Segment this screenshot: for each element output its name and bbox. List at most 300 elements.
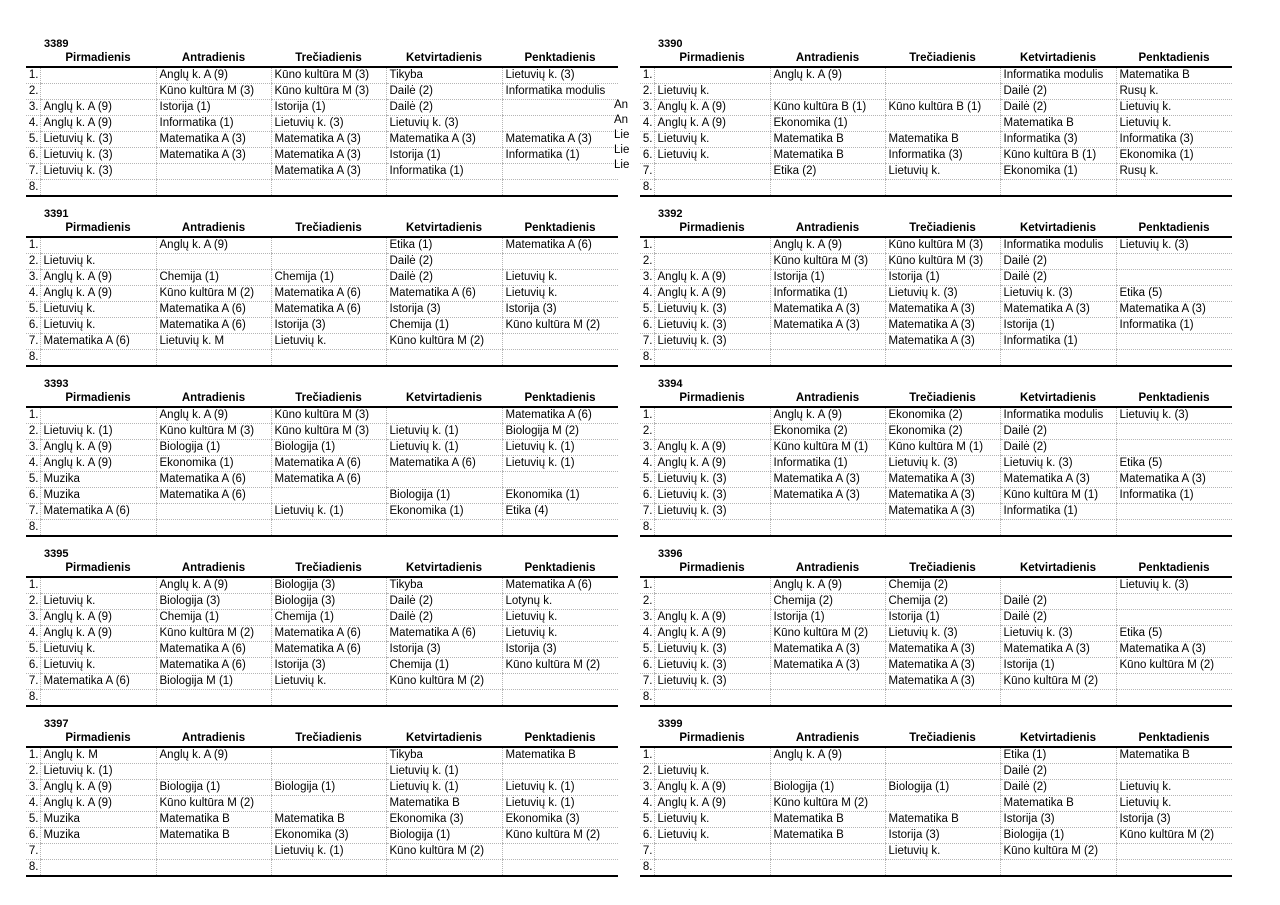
- lesson-row: [26, 456, 618, 472]
- lesson-cell: Matematika A (6): [156, 318, 271, 334]
- lesson-row: [640, 674, 1232, 690]
- lesson-row: [640, 424, 1232, 440]
- lesson-cell: Biologija M (1): [156, 674, 271, 690]
- lesson-cell: Anglų k. A (9): [40, 456, 156, 472]
- lesson-cell: Lietuvių k.: [654, 812, 770, 828]
- class-code: 3397: [44, 718, 69, 730]
- lesson-cell: Kūno kultūra M (2): [502, 828, 618, 844]
- lesson-cell: Ekonomika (2): [885, 407, 1000, 424]
- overflow-fragment: An: [614, 114, 629, 126]
- lesson-cell: [502, 100, 618, 116]
- lesson-cell: Informatika modulis: [1000, 237, 1116, 254]
- lesson-cell: Kūno kultūra M (1): [1000, 488, 1116, 504]
- lesson-cell: Istorija (1): [271, 100, 386, 116]
- lesson-row: [26, 407, 618, 424]
- day-header: Ketvirtadienis: [1000, 221, 1116, 237]
- lesson-number: 8.: [640, 180, 654, 197]
- lesson-cell: Dailė (2): [386, 254, 502, 270]
- timetable-grid: [640, 391, 1232, 537]
- lesson-cell: Matematika A (3): [1000, 472, 1116, 488]
- lesson-row: [26, 828, 618, 844]
- lesson-cell: Matematika A (3): [1116, 302, 1232, 318]
- lesson-row: [640, 690, 1232, 707]
- lesson-cell: Matematika B: [271, 812, 386, 828]
- lesson-cell: [770, 504, 885, 520]
- day-header: Penktadienis: [1116, 561, 1232, 577]
- lesson-cell: Lietuvių k.: [40, 302, 156, 318]
- lesson-cell: [386, 180, 502, 197]
- lesson-row: [640, 350, 1232, 367]
- lesson-cell: Kūno kultūra M (1): [770, 440, 885, 456]
- lesson-cell: [1000, 860, 1116, 877]
- lesson-row: [640, 658, 1232, 674]
- lesson-cell: Matematika A (3): [1000, 642, 1116, 658]
- day-header: Penktadienis: [1116, 731, 1232, 747]
- lesson-row: [640, 254, 1232, 270]
- lesson-cell: Dailė (2): [1000, 84, 1116, 100]
- lesson-row: [640, 796, 1232, 812]
- lesson-cell: Lietuvių k. (3): [654, 302, 770, 318]
- day-header: Ketvirtadienis: [386, 51, 502, 67]
- lesson-cell: [1116, 350, 1232, 367]
- day-header: Ketvirtadienis: [1000, 391, 1116, 407]
- lesson-row: [26, 626, 618, 642]
- lesson-cell: Matematika A (6): [271, 626, 386, 642]
- day-header: Trečiadienis: [885, 391, 1000, 407]
- lesson-cell: [885, 747, 1000, 764]
- lesson-cell: Matematika A (3): [885, 488, 1000, 504]
- lesson-cell: Informatika (1): [1000, 334, 1116, 350]
- lesson-cell: Dailė (2): [1000, 100, 1116, 116]
- lesson-number: 3.: [640, 270, 654, 286]
- lesson-cell: Anglų k. A (9): [654, 116, 770, 132]
- lesson-cell: Kūno kultūra M (2): [386, 334, 502, 350]
- lesson-row: [640, 747, 1232, 764]
- lesson-number: 7.: [26, 674, 40, 690]
- lesson-cell: Lietuvių k. (3): [885, 456, 1000, 472]
- lesson-cell: Matematika A (6): [40, 504, 156, 520]
- lesson-row: [640, 100, 1232, 116]
- lesson-cell: Informatika (1): [1116, 318, 1232, 334]
- lesson-cell: Kūno kultūra B (1): [885, 100, 1000, 116]
- lesson-cell: Dailė (2): [1000, 270, 1116, 286]
- lesson-cell: [1116, 844, 1232, 860]
- lesson-cell: Lietuvių k. (3): [386, 116, 502, 132]
- lesson-cell: Lietuvių k.: [40, 594, 156, 610]
- lesson-number: 1.: [640, 577, 654, 594]
- lesson-row: [640, 456, 1232, 472]
- lesson-cell: Matematika A (3): [885, 674, 1000, 690]
- lesson-cell: Istorija (1): [1000, 318, 1116, 334]
- lesson-cell: Dailė (2): [1000, 424, 1116, 440]
- lesson-cell: Lietuvių k. (3): [654, 658, 770, 674]
- lesson-row: [26, 302, 618, 318]
- lesson-cell: Lietuvių k. (1): [386, 780, 502, 796]
- lesson-cell: Lietuvių k. (3): [271, 116, 386, 132]
- day-header: Ketvirtadienis: [386, 561, 502, 577]
- lesson-cell: Kūno kultūra M (2): [502, 318, 618, 334]
- lesson-cell: Matematika A (3): [885, 302, 1000, 318]
- day-header: Trečiadienis: [885, 561, 1000, 577]
- lesson-number: 2.: [26, 254, 40, 270]
- lesson-row: [640, 164, 1232, 180]
- day-header: Penktadienis: [1116, 221, 1232, 237]
- lesson-number: 4.: [26, 626, 40, 642]
- lesson-cell: [40, 690, 156, 707]
- lesson-cell: [156, 844, 271, 860]
- lesson-number: 3.: [640, 100, 654, 116]
- lesson-cell: [271, 350, 386, 367]
- lesson-cell: Chemija (2): [770, 594, 885, 610]
- lesson-cell: Matematika A (3): [885, 318, 1000, 334]
- lesson-cell: Anglų k. A (9): [654, 456, 770, 472]
- lesson-cell: [654, 407, 770, 424]
- lesson-row: [640, 764, 1232, 780]
- lesson-number: 4.: [26, 116, 40, 132]
- lesson-cell: [1116, 424, 1232, 440]
- lesson-cell: Matematika A (3): [770, 302, 885, 318]
- lesson-cell: Lietuvių k. (3): [1116, 577, 1232, 594]
- day-header: Trečiadienis: [271, 221, 386, 237]
- lesson-cell: Anglų k. A (9): [40, 796, 156, 812]
- lesson-row: [26, 812, 618, 828]
- day-header: Trečiadienis: [271, 731, 386, 747]
- lesson-number: 6.: [26, 828, 40, 844]
- lesson-number: 1.: [26, 577, 40, 594]
- lesson-cell: Lietuvių k. (3): [885, 286, 1000, 302]
- lesson-cell: Lietuvių k. (3): [654, 472, 770, 488]
- lesson-cell: Lietuvių k.: [885, 164, 1000, 180]
- lesson-number: 8.: [640, 350, 654, 367]
- lesson-cell: Matematika B: [1000, 116, 1116, 132]
- lesson-cell: Matematika A (3): [885, 642, 1000, 658]
- day-header: Pirmadienis: [654, 51, 770, 67]
- lesson-cell: Matematika A (3): [271, 148, 386, 164]
- day-header: Antradienis: [156, 731, 271, 747]
- lesson-cell: Informatika (3): [1116, 132, 1232, 148]
- lesson-cell: [502, 472, 618, 488]
- lesson-cell: Chemija (1): [156, 610, 271, 626]
- lesson-cell: [502, 164, 618, 180]
- lesson-number: 4.: [640, 626, 654, 642]
- day-header-row: [640, 51, 1232, 67]
- lesson-cell: Istorija (3): [502, 302, 618, 318]
- lesson-cell: Etika (1): [1000, 747, 1116, 764]
- corner-cell: [640, 391, 654, 407]
- lesson-row: [640, 318, 1232, 334]
- lesson-cell: [40, 350, 156, 367]
- lesson-cell: Istorija (3): [1116, 812, 1232, 828]
- lesson-cell: Matematika A (6): [386, 456, 502, 472]
- corner-cell: [26, 51, 40, 67]
- lesson-cell: Dailė (2): [386, 594, 502, 610]
- lesson-number: 5.: [26, 132, 40, 148]
- lesson-cell: Matematika B: [1000, 796, 1116, 812]
- lesson-cell: Biologija (1): [386, 488, 502, 504]
- class-code: 3389: [44, 38, 69, 50]
- lesson-number: 7.: [640, 504, 654, 520]
- lesson-row: [640, 488, 1232, 504]
- lesson-cell: Matematika B: [386, 796, 502, 812]
- lesson-cell: Istorija (1): [386, 148, 502, 164]
- lesson-cell: [1116, 254, 1232, 270]
- lesson-cell: Anglų k. A (9): [770, 67, 885, 84]
- lesson-cell: [1000, 350, 1116, 367]
- lesson-number: 6.: [640, 318, 654, 334]
- lesson-number: 6.: [26, 318, 40, 334]
- lesson-cell: Matematika A (3): [770, 658, 885, 674]
- lesson-number: 1.: [26, 67, 40, 84]
- lesson-cell: Matematika A (6): [156, 658, 271, 674]
- lesson-number: 6.: [640, 658, 654, 674]
- lesson-cell: Matematika B: [885, 132, 1000, 148]
- lesson-row: [640, 860, 1232, 877]
- day-header: Trečiadienis: [271, 561, 386, 577]
- lesson-cell: Anglų k. M: [40, 747, 156, 764]
- lesson-cell: [654, 577, 770, 594]
- lesson-cell: Kūno kultūra M (2): [770, 626, 885, 642]
- lesson-cell: [654, 690, 770, 707]
- lesson-number: 4.: [26, 456, 40, 472]
- lesson-cell: Kūno kultūra M (3): [885, 237, 1000, 254]
- lesson-cell: Lietuvių k.: [654, 828, 770, 844]
- lesson-cell: Informatika modulis: [1000, 407, 1116, 424]
- lesson-row: [640, 812, 1232, 828]
- lesson-row: [26, 642, 618, 658]
- lesson-cell: Istorija (3): [386, 302, 502, 318]
- lesson-number: 2.: [26, 84, 40, 100]
- lesson-cell: [654, 520, 770, 537]
- lesson-row: [26, 148, 618, 164]
- corner-cell: [640, 51, 654, 67]
- lesson-number: 8.: [26, 350, 40, 367]
- lesson-cell: Kūno kultūra M (2): [1116, 828, 1232, 844]
- lesson-cell: Lietuvių k. (3): [654, 318, 770, 334]
- lesson-cell: Lietuvių k. (1): [502, 796, 618, 812]
- lesson-row: [640, 642, 1232, 658]
- lesson-cell: Informatika (1): [1116, 488, 1232, 504]
- lesson-cell: [885, 67, 1000, 84]
- class-timetable-3394: [640, 378, 1232, 537]
- day-header: Antradienis: [770, 221, 885, 237]
- lesson-cell: Lietuvių k.: [271, 674, 386, 690]
- lesson-cell: [770, 350, 885, 367]
- lesson-row: [26, 116, 618, 132]
- day-header: Penktadienis: [502, 391, 618, 407]
- lesson-cell: Matematika A (6): [271, 286, 386, 302]
- day-header: Ketvirtadienis: [386, 391, 502, 407]
- lesson-cell: Kūno kultūra M (3): [770, 254, 885, 270]
- lesson-cell: Muzika: [40, 828, 156, 844]
- lesson-cell: Anglų k. A (9): [654, 780, 770, 796]
- lesson-cell: [271, 254, 386, 270]
- lesson-cell: [770, 690, 885, 707]
- corner-cell: [26, 561, 40, 577]
- lesson-cell: Informatika (1): [770, 456, 885, 472]
- lesson-cell: Biologija (1): [156, 780, 271, 796]
- timetable-grid: [26, 561, 618, 707]
- lesson-cell: Informatika (3): [1000, 132, 1116, 148]
- lesson-row: [26, 334, 618, 350]
- lesson-cell: [502, 520, 618, 537]
- day-header: Ketvirtadienis: [1000, 51, 1116, 67]
- lesson-row: [640, 594, 1232, 610]
- timetable-grid: [26, 221, 618, 367]
- lesson-row: [640, 180, 1232, 197]
- lesson-number: 8.: [26, 860, 40, 877]
- lesson-number: 8.: [640, 520, 654, 537]
- lesson-row: [640, 844, 1232, 860]
- day-header: Antradienis: [770, 51, 885, 67]
- lesson-row: [26, 747, 618, 764]
- lesson-cell: [654, 594, 770, 610]
- lesson-cell: [885, 520, 1000, 537]
- timetable-grid: [640, 51, 1232, 197]
- lesson-number: 7.: [640, 844, 654, 860]
- lesson-row: [26, 780, 618, 796]
- day-header: Pirmadienis: [40, 221, 156, 237]
- lesson-cell: Matematika A (6): [386, 626, 502, 642]
- lesson-cell: Matematika B: [156, 828, 271, 844]
- lesson-cell: [770, 764, 885, 780]
- lesson-cell: Matematika A (6): [156, 302, 271, 318]
- lesson-cell: Matematika B: [885, 812, 1000, 828]
- lesson-number: 7.: [640, 334, 654, 350]
- lesson-cell: [271, 237, 386, 254]
- lesson-cell: [1116, 764, 1232, 780]
- lesson-cell: Kūno kultūra M (3): [271, 424, 386, 440]
- lesson-cell: [271, 747, 386, 764]
- lesson-cell: Chemija (1): [386, 318, 502, 334]
- lesson-cell: Anglų k. A (9): [654, 610, 770, 626]
- lesson-cell: Lietuvių k. (1): [40, 764, 156, 780]
- lesson-cell: Etika (5): [1116, 626, 1232, 642]
- lesson-cell: [1116, 520, 1232, 537]
- timetable-grid: [640, 731, 1232, 877]
- day-header: Antradienis: [156, 51, 271, 67]
- lesson-cell: [770, 520, 885, 537]
- lesson-cell: Anglų k. A (9): [654, 626, 770, 642]
- class-code: 3391: [44, 208, 69, 220]
- lesson-cell: [654, 424, 770, 440]
- lesson-cell: Ekonomika (3): [502, 812, 618, 828]
- lesson-cell: Lietuvių k.: [502, 270, 618, 286]
- lesson-cell: Lietuvių k. (3): [1000, 626, 1116, 642]
- lesson-cell: [654, 164, 770, 180]
- lesson-cell: Lietuvių k. (3): [502, 67, 618, 84]
- lesson-cell: Chemija (2): [885, 594, 1000, 610]
- lesson-cell: Kūno kultūra M (2): [386, 844, 502, 860]
- lesson-cell: Informatika (3): [885, 148, 1000, 164]
- lesson-cell: Kūno kultūra M (2): [156, 796, 271, 812]
- lesson-row: [640, 116, 1232, 132]
- lesson-cell: Biologija M (2): [502, 424, 618, 440]
- class-timetable-3391: [26, 208, 618, 367]
- lesson-cell: Biologija (3): [156, 594, 271, 610]
- lesson-cell: Kūno kultūra M (2): [1116, 658, 1232, 674]
- lesson-cell: Muzika: [40, 488, 156, 504]
- lesson-number: 1.: [640, 237, 654, 254]
- lesson-row: [26, 610, 618, 626]
- lesson-cell: Matematika A (3): [885, 334, 1000, 350]
- day-header: Trečiadienis: [271, 391, 386, 407]
- lesson-cell: Lietuvių k. (3): [885, 626, 1000, 642]
- lesson-cell: Ekonomika (1): [386, 504, 502, 520]
- class-code: 3390: [658, 38, 683, 50]
- lesson-cell: Matematika A (6): [271, 456, 386, 472]
- lesson-cell: Matematika A (6): [502, 407, 618, 424]
- lesson-cell: Tikyba: [386, 747, 502, 764]
- lesson-cell: Lietuvių k. (3): [654, 504, 770, 520]
- lesson-cell: Lietuvių k. (3): [1000, 286, 1116, 302]
- lesson-row: [26, 844, 618, 860]
- lesson-cell: [156, 164, 271, 180]
- day-header: Pirmadienis: [40, 731, 156, 747]
- lesson-number: 3.: [26, 270, 40, 286]
- lesson-cell: Istorija (1): [885, 270, 1000, 286]
- corner-cell: [640, 561, 654, 577]
- lesson-cell: Ekonomika (2): [770, 424, 885, 440]
- day-header-row: [26, 731, 618, 747]
- lesson-row: [26, 350, 618, 367]
- lesson-row: [26, 594, 618, 610]
- lesson-cell: [1116, 674, 1232, 690]
- lesson-number: 6.: [640, 828, 654, 844]
- lesson-row: [26, 674, 618, 690]
- lesson-cell: Anglų k. A (9): [40, 610, 156, 626]
- day-header: Trečiadienis: [885, 51, 1000, 67]
- lesson-cell: Matematika A (3): [271, 132, 386, 148]
- lesson-row: [640, 828, 1232, 844]
- lesson-cell: Lietuvių k. (3): [1116, 237, 1232, 254]
- lesson-cell: Lietuvių k.: [502, 610, 618, 626]
- day-header: Pirmadienis: [654, 731, 770, 747]
- lesson-cell: Biologija (1): [1000, 828, 1116, 844]
- lesson-cell: [1116, 270, 1232, 286]
- lesson-cell: Istorija (1): [156, 100, 271, 116]
- lesson-cell: [654, 67, 770, 84]
- lesson-cell: Dailė (2): [1000, 440, 1116, 456]
- day-header-row: [26, 221, 618, 237]
- lesson-number: 5.: [26, 812, 40, 828]
- timetable-grid: [640, 221, 1232, 367]
- lesson-cell: [386, 407, 502, 424]
- lesson-number: 3.: [640, 610, 654, 626]
- lesson-cell: Matematika A (3): [156, 148, 271, 164]
- lesson-cell: Matematika A (3): [156, 132, 271, 148]
- lesson-number: 4.: [640, 286, 654, 302]
- lesson-row: [26, 764, 618, 780]
- class-timetable-3395: [26, 548, 618, 707]
- lesson-cell: Matematika A (3): [770, 472, 885, 488]
- lesson-cell: Etika (4): [502, 504, 618, 520]
- day-header: Antradienis: [156, 391, 271, 407]
- lesson-cell: [885, 690, 1000, 707]
- lesson-row: [26, 658, 618, 674]
- lesson-cell: Lietuvių k. M: [156, 334, 271, 350]
- lesson-cell: Dailė (2): [386, 270, 502, 286]
- lesson-cell: [654, 860, 770, 877]
- corner-cell: [640, 731, 654, 747]
- lesson-cell: Lietuvių k.: [40, 254, 156, 270]
- lesson-cell: Matematika A (6): [386, 286, 502, 302]
- lesson-number: 2.: [640, 254, 654, 270]
- day-header-row: [640, 391, 1232, 407]
- lesson-cell: Etika (5): [1116, 286, 1232, 302]
- lesson-cell: [271, 180, 386, 197]
- lesson-cell: Istorija (3): [271, 318, 386, 334]
- lesson-cell: Lietuvių k. (1): [386, 440, 502, 456]
